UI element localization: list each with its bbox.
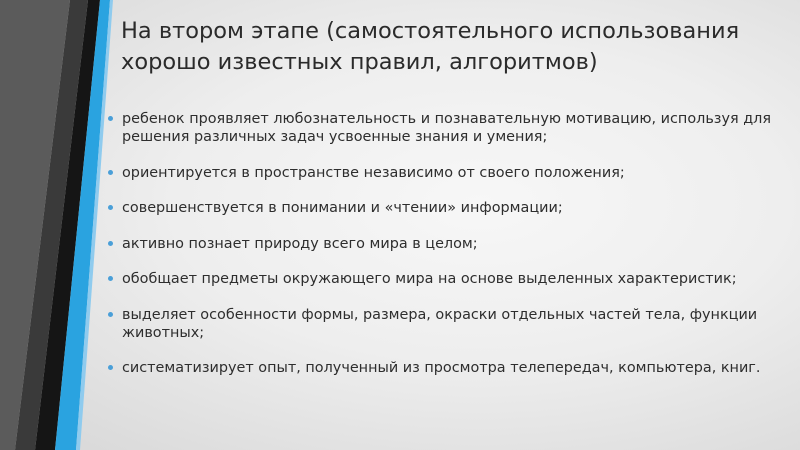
bullet-list	[107, 110, 787, 395]
bullet-item	[107, 359, 787, 377]
bullet-text: систематизирует опыт, полученный из просмотра телепередач, компьютера, книг.	[122, 360, 761, 376]
bullet-dot-icon	[108, 205, 113, 210]
bullet-text: совершенствуется в понимании и «чтении» информации;	[122, 200, 563, 216]
bullet-dot-icon	[108, 365, 113, 370]
bullet-dot-icon	[108, 312, 113, 317]
bullet-text: ребенок проявляет любознательность и познавательную мотивацию, используя для решения различных задач усвоенные знания и умения;	[122, 111, 772, 145]
bullet-text: обобщает предметы окружающего мира на основе выделенных характеристик;	[122, 271, 737, 287]
bullet-item	[107, 199, 787, 217]
bullet-dot-icon	[108, 276, 113, 281]
bullet-item	[107, 270, 787, 288]
bullet-item	[107, 164, 787, 182]
bullet-text: ориентируется в пространстве независимо от своего положения;	[122, 164, 625, 181]
bullet-text: выделяет особенности формы, размера, окраски отдельных частей тела, функции животных;	[122, 306, 758, 341]
bullet-item	[107, 306, 787, 342]
bullet-text: активно познает природу всего мира в целом;	[122, 235, 478, 252]
bullet-dot-icon	[108, 170, 113, 175]
slide-title: На втором этапе (самостоятельного использования хорошо известных правил, алгоритмов)	[121, 18, 740, 75]
bullet-dot-icon	[108, 241, 113, 246]
bullet-dot-icon	[108, 116, 113, 121]
bullet-item	[107, 235, 787, 253]
bullet-item	[107, 110, 787, 146]
